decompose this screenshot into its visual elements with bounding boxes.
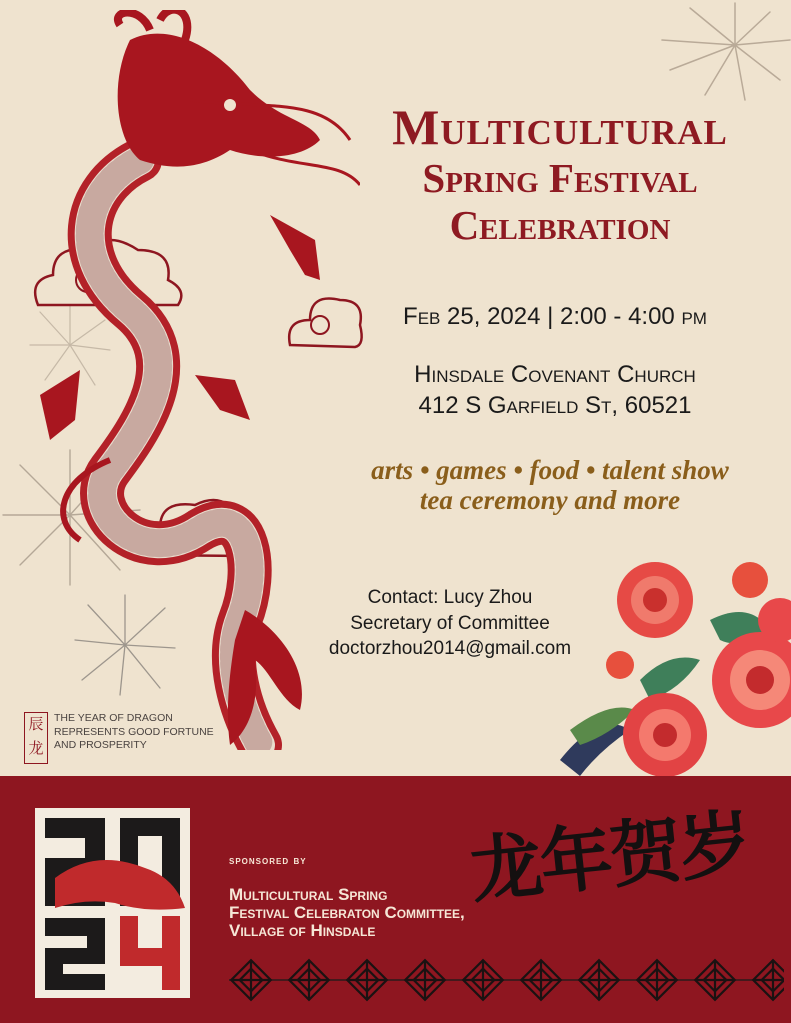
knot-ornament bbox=[231, 960, 271, 1000]
knot-ornament bbox=[637, 960, 677, 1000]
knot-ornament bbox=[405, 960, 445, 1000]
logo-2024 bbox=[35, 808, 190, 998]
title-line-3: Celebration bbox=[449, 202, 671, 248]
activities-line-2: tea ceremony and more bbox=[419, 484, 681, 515]
activities-line-1: arts • games • food • talent show bbox=[371, 455, 729, 485]
knot-ornament bbox=[579, 960, 619, 1000]
contact-role: Secretary of Committee bbox=[350, 612, 550, 634]
calligraphy-text: 龙年贺岁 bbox=[466, 800, 754, 913]
contact-email: doctorzhou2014@gmail.com bbox=[328, 638, 572, 660]
venue-name: Hinsdale Covenant Church bbox=[414, 361, 696, 388]
activities-list bbox=[340, 456, 760, 515]
year-note-line-3: AND PROSPERITY bbox=[54, 739, 147, 752]
knot-ornament bbox=[463, 960, 503, 1000]
event-title bbox=[330, 99, 790, 248]
knot-ornament bbox=[695, 960, 735, 1000]
venue-address: 412 S Garfield St, 60521 bbox=[418, 391, 692, 419]
event-date-time: Feb 25, 2024 | 2:00 - 4:00 pm bbox=[403, 303, 707, 330]
title-line-2: Spring Festival bbox=[422, 155, 698, 201]
dragon-seal: 辰龙 bbox=[24, 712, 48, 764]
knot-ornament bbox=[347, 960, 387, 1000]
sponsor-line-2: Festival Celebraton Committee, bbox=[229, 902, 465, 922]
knot-ornament bbox=[753, 960, 784, 1000]
sponsored-by-label: sponsored by bbox=[229, 853, 307, 867]
year-note-line-1: THE YEAR OF DRAGON bbox=[54, 712, 173, 724]
year-note-line-2: REPRESENTS GOOD FORTUNE bbox=[54, 725, 214, 738]
event-venue bbox=[340, 360, 770, 421]
peony-flowers bbox=[540, 560, 791, 776]
knot-ornament bbox=[289, 960, 329, 1000]
calligraphy-greeting bbox=[466, 800, 780, 913]
title-line-1: Multicultural bbox=[392, 99, 728, 155]
contact-name: Contact: Lucy Zhou bbox=[367, 587, 533, 608]
chinese-knot-border bbox=[229, 955, 784, 1005]
sponsor-line-1: Multicultural Spring bbox=[229, 885, 388, 904]
firework-top-right bbox=[650, 0, 791, 110]
year-of-dragon-note bbox=[24, 712, 224, 753]
sponsor-line-3: Village of Hinsdale bbox=[229, 920, 376, 940]
knot-ornament bbox=[521, 960, 561, 1000]
